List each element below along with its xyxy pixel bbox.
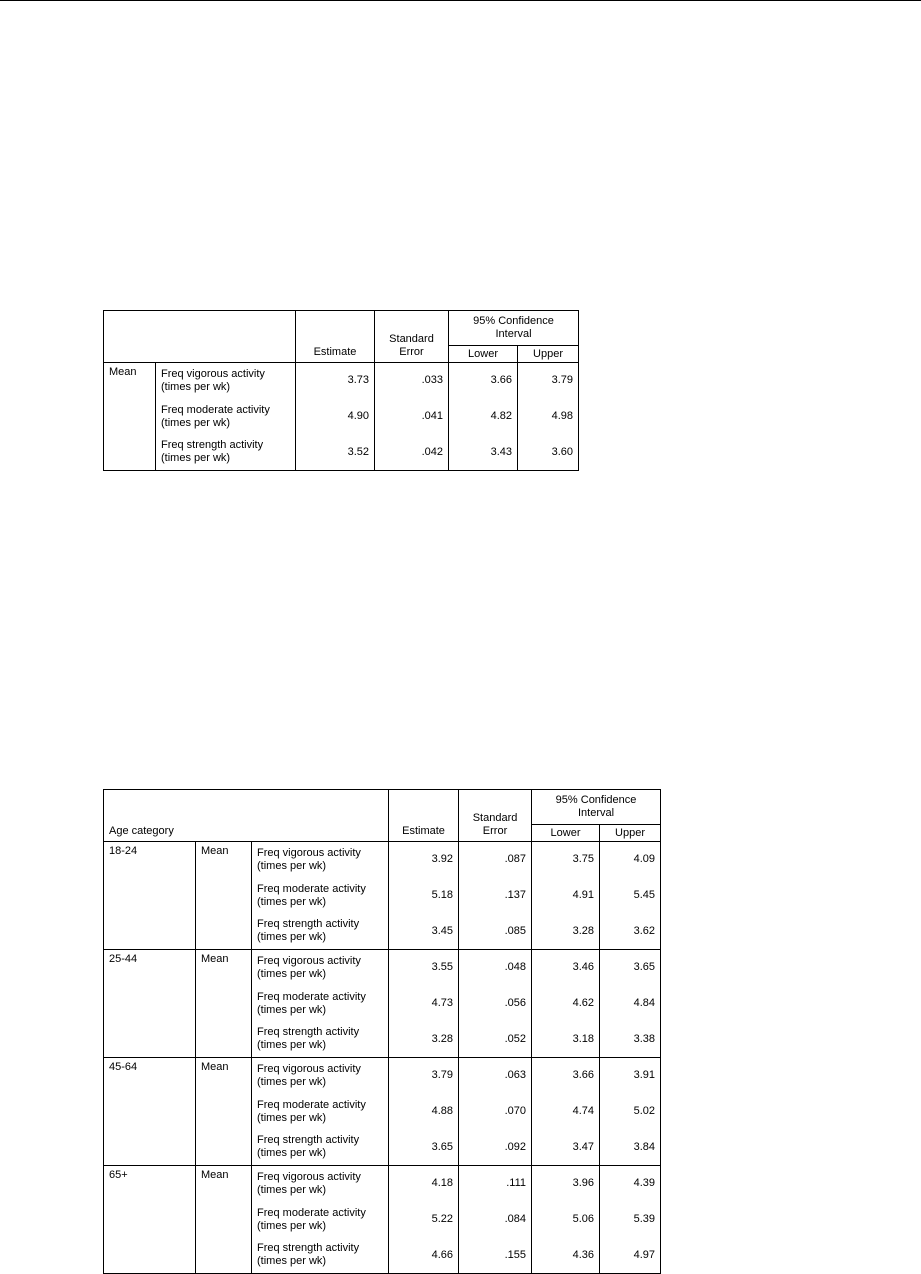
ci-upper-value: 4.84 <box>600 986 661 1022</box>
overall-means-table-body <box>104 311 579 471</box>
ci-lower-value: 3.18 <box>532 1022 600 1058</box>
estimate-value: 4.66 <box>389 1238 459 1274</box>
ci-upper-value: 4.09 <box>600 842 661 878</box>
std-error-value: .111 <box>459 1166 532 1202</box>
lower-header: Lower <box>449 346 518 363</box>
estimate-value: 3.73 <box>296 363 375 399</box>
variable-label: Freq vigorous activity (times per wk) <box>252 950 389 986</box>
ci-lower-value: 4.82 <box>449 399 518 435</box>
std-error-value: .041 <box>375 399 449 435</box>
estimate-value: 4.90 <box>296 399 375 435</box>
ci-upper-value: 5.39 <box>600 1202 661 1238</box>
ci-upper-value: 5.45 <box>600 878 661 914</box>
ci-lower-value: 4.74 <box>532 1094 600 1130</box>
ci-upper-value: 3.60 <box>518 435 579 471</box>
table-row <box>104 399 579 435</box>
ci-lower-value: 3.66 <box>532 1058 600 1094</box>
std-error-value: .056 <box>459 986 532 1022</box>
std-error-value: .155 <box>459 1238 532 1274</box>
std-error-value: .085 <box>459 914 532 950</box>
variable-label: Freq strength activity (times per wk) <box>156 435 296 471</box>
estimate-value: 3.28 <box>389 1022 459 1058</box>
std-error-value: .048 <box>459 950 532 986</box>
estimate-value: 4.18 <box>389 1166 459 1202</box>
variable-label: Freq strength activity (times per wk) <box>252 914 389 950</box>
std-error-value: .137 <box>459 878 532 914</box>
overall-means-table <box>103 310 579 471</box>
estimate-header: Estimate <box>389 790 459 842</box>
variable-label: Freq moderate activity (times per wk) <box>252 1094 389 1130</box>
ci-upper-value: 3.65 <box>600 950 661 986</box>
means-by-age-table-body <box>104 790 661 1274</box>
age-group-label: 65+ <box>104 1166 196 1274</box>
estimate-value: 3.92 <box>389 842 459 878</box>
estimate-value: 4.73 <box>389 986 459 1022</box>
estimate-value: 3.52 <box>296 435 375 471</box>
std-error-value: .084 <box>459 1202 532 1238</box>
upper-header: Upper <box>600 825 661 842</box>
means-by-age-table <box>103 789 661 1274</box>
ci-upper-value: 3.62 <box>600 914 661 950</box>
age-group-label: 25-44 <box>104 950 196 1058</box>
ci-upper-value: 4.98 <box>518 399 579 435</box>
stat-label: Mean <box>196 1058 252 1166</box>
estimate-value: 3.65 <box>389 1130 459 1166</box>
ci-lower-value: 3.47 <box>532 1130 600 1166</box>
estimate-value: 4.88 <box>389 1094 459 1130</box>
table-row <box>104 363 579 399</box>
variable-label: Freq vigorous activity (times per wk) <box>252 842 389 878</box>
ci-upper-value: 3.38 <box>600 1022 661 1058</box>
table-header-row <box>104 790 661 825</box>
table-row <box>104 842 661 878</box>
variable-label: Freq strength activity (times per wk) <box>252 1238 389 1274</box>
estimate-value: 3.55 <box>389 950 459 986</box>
corner-cell <box>104 311 296 363</box>
estimate-value: 5.22 <box>389 1202 459 1238</box>
stat-label: Mean <box>104 363 156 471</box>
page-top-rule <box>0 0 921 1</box>
estimate-value: 3.79 <box>389 1058 459 1094</box>
variable-label: Freq strength activity (times per wk) <box>252 1022 389 1058</box>
ci-header: 95% Confidence Interval <box>449 311 579 346</box>
variable-label: Freq vigorous activity (times per wk) <box>252 1058 389 1094</box>
ci-header: 95% Confidence Interval <box>532 790 661 825</box>
ci-lower-value: 3.28 <box>532 914 600 950</box>
ci-lower-value: 3.96 <box>532 1166 600 1202</box>
ci-lower-value: 3.43 <box>449 435 518 471</box>
ci-upper-value: 3.91 <box>600 1058 661 1094</box>
ci-upper-value: 4.97 <box>600 1238 661 1274</box>
table-row <box>104 435 579 471</box>
ci-upper-value: 3.84 <box>600 1130 661 1166</box>
variable-label: Freq vigorous activity (times per wk) <box>156 363 296 399</box>
estimate-header: Estimate <box>296 311 375 363</box>
age-group-label: 18-24 <box>104 842 196 950</box>
ci-upper-value: 4.39 <box>600 1166 661 1202</box>
table-header-row <box>104 311 579 346</box>
age-category-header: Age category <box>104 790 389 842</box>
ci-upper-value: 5.02 <box>600 1094 661 1130</box>
variable-label: Freq moderate activity (times per wk) <box>252 1202 389 1238</box>
ci-lower-value: 3.75 <box>532 842 600 878</box>
std-error-value: .042 <box>375 435 449 471</box>
variable-label: Freq moderate activity (times per wk) <box>252 878 389 914</box>
ci-lower-value: 3.66 <box>449 363 518 399</box>
std-error-header: Standard Error <box>375 311 449 363</box>
std-error-value: .063 <box>459 1058 532 1094</box>
std-error-value: .052 <box>459 1022 532 1058</box>
std-error-value: .033 <box>375 363 449 399</box>
stat-label: Mean <box>196 1166 252 1274</box>
variable-label: Freq moderate activity (times per wk) <box>156 399 296 435</box>
std-error-header: Standard Error <box>459 790 532 842</box>
estimate-value: 3.45 <box>389 914 459 950</box>
table-row <box>104 950 661 986</box>
std-error-value: .092 <box>459 1130 532 1166</box>
lower-header: Lower <box>532 825 600 842</box>
upper-header: Upper <box>518 346 579 363</box>
ci-upper-value: 3.79 <box>518 363 579 399</box>
estimate-value: 5.18 <box>389 878 459 914</box>
table-row <box>104 1058 661 1094</box>
std-error-value: .087 <box>459 842 532 878</box>
variable-label: Freq vigorous activity (times per wk) <box>252 1166 389 1202</box>
variable-label: Freq strength activity (times per wk) <box>252 1130 389 1166</box>
table-row <box>104 1166 661 1202</box>
stat-label: Mean <box>196 842 252 950</box>
std-error-value: .070 <box>459 1094 532 1130</box>
ci-lower-value: 3.46 <box>532 950 600 986</box>
ci-lower-value: 5.06 <box>532 1202 600 1238</box>
stat-label: Mean <box>196 950 252 1058</box>
ci-lower-value: 4.36 <box>532 1238 600 1274</box>
ci-lower-value: 4.91 <box>532 878 600 914</box>
age-group-label: 45-64 <box>104 1058 196 1166</box>
variable-label: Freq moderate activity (times per wk) <box>252 986 389 1022</box>
ci-lower-value: 4.62 <box>532 986 600 1022</box>
